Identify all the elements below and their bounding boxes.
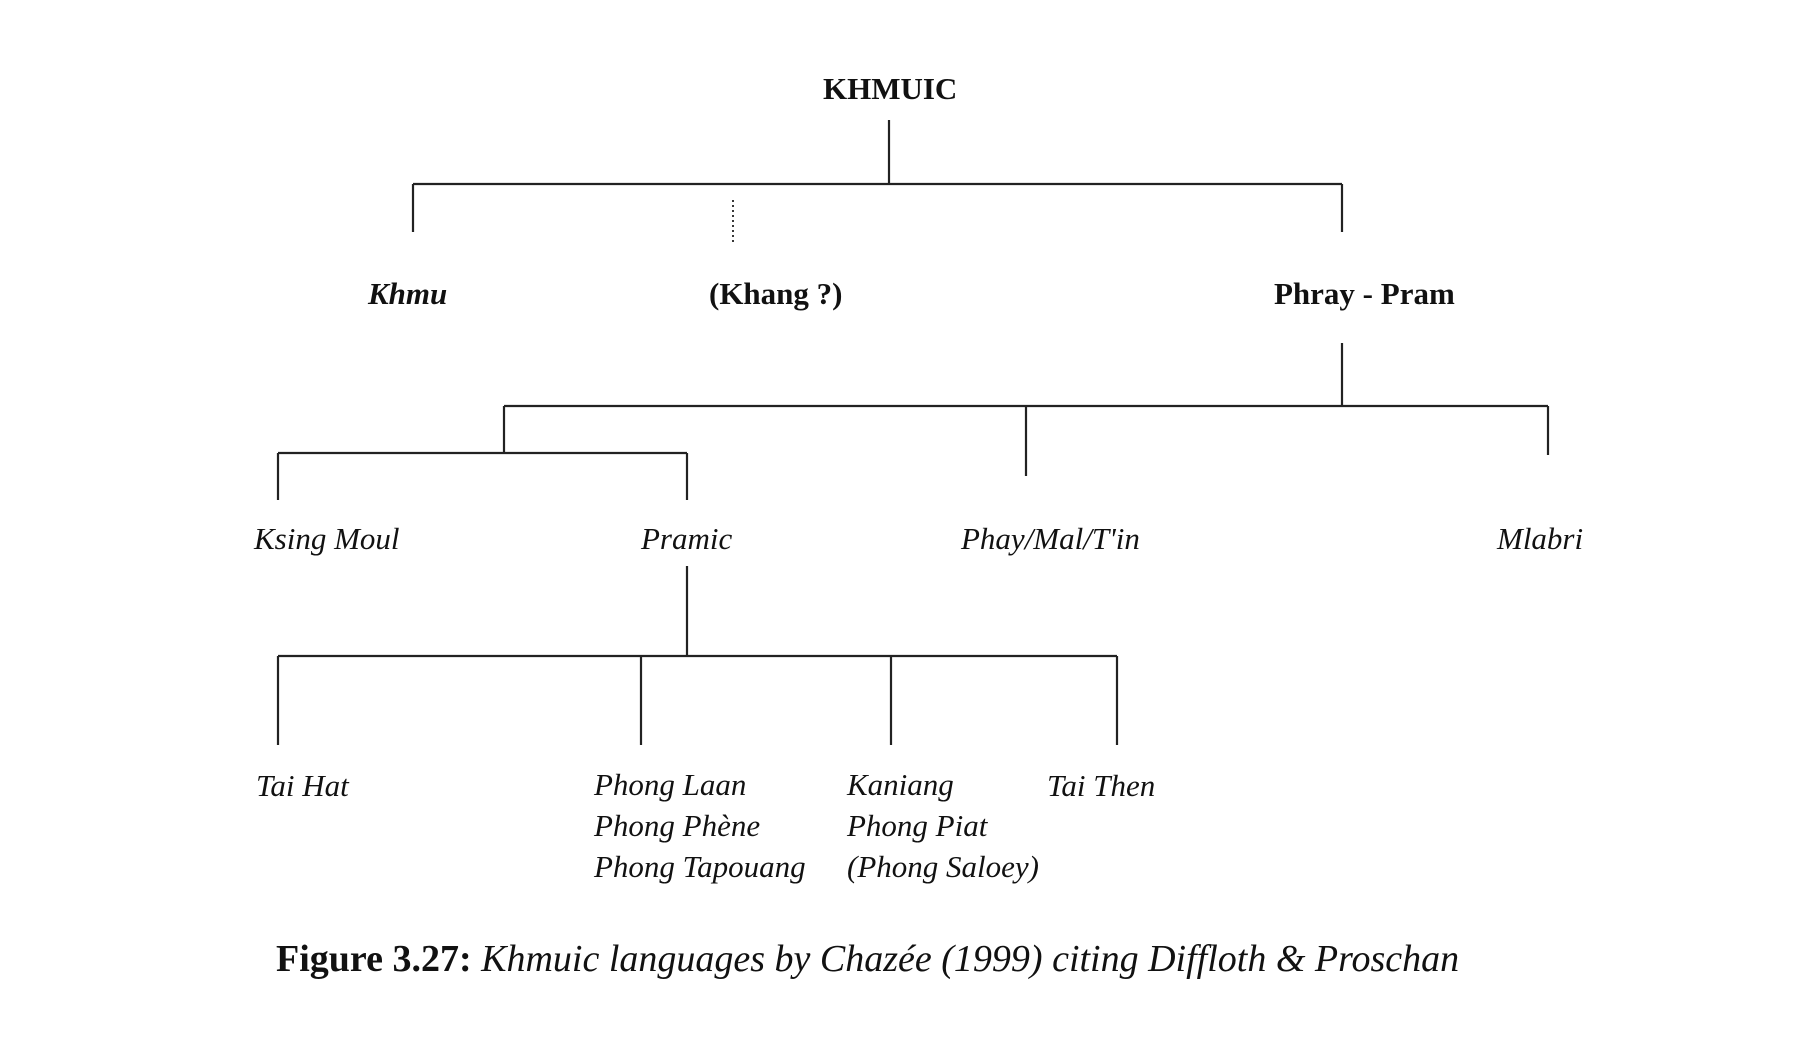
caption-number: Figure 3.27: (276, 938, 472, 980)
phong-laan: Phong Laan (594, 767, 747, 802)
node-kaniang-group (847, 764, 1039, 887)
node-pramic: Pramic (641, 521, 733, 556)
phong-piat: Phong Piat (847, 808, 988, 843)
node-tai-then: Tai Then (1047, 768, 1156, 803)
figure-caption (276, 937, 1459, 981)
node-phay-mal-tin: Phay/Mal/T'in (961, 521, 1140, 556)
caption-text: Khmuic languages by Chazée (1999) citing Diffloth & Proschan (471, 938, 1460, 980)
phong-tapouang: Phong Tapouang (594, 849, 806, 884)
node-khmuic: KHMUIC (823, 71, 958, 106)
kaniang: Kaniang (847, 767, 954, 802)
node-phong-group (594, 764, 806, 887)
node-ksing-moul: Ksing Moul (254, 521, 400, 556)
node-mlabri: Mlabri (1497, 521, 1584, 556)
node-khang: (Khang ?) (709, 276, 843, 311)
phong-phene: Phong Phène (594, 808, 761, 843)
node-tai-hat: Tai Hat (256, 768, 349, 803)
phong-saloey: (Phong Saloey) (847, 849, 1039, 884)
node-khmu: Khmu (368, 276, 448, 311)
node-phray-pram: Phray - Pram (1274, 276, 1455, 311)
